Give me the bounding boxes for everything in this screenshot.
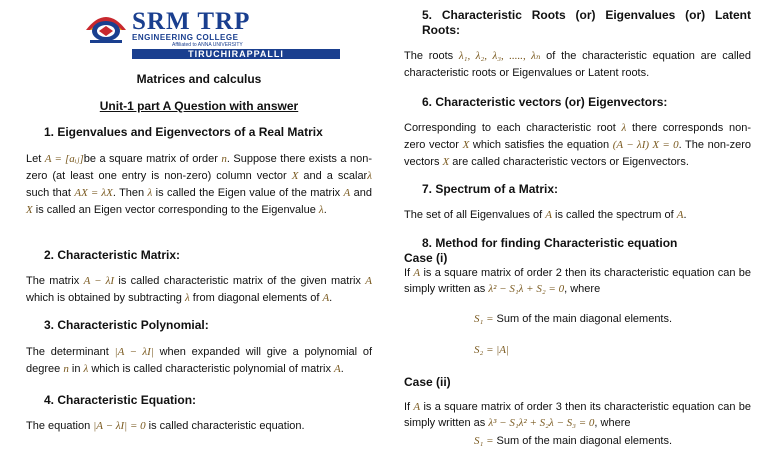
case-2-label: Case (ii) [404, 375, 451, 389]
math: S₁ = [474, 313, 494, 325]
math: λ² − S₁λ + S₂ = 0 [488, 283, 565, 295]
section-1-body [26, 151, 372, 219]
case-1-s2-line [474, 342, 509, 358]
text: such that [26, 187, 75, 199]
math: S₁ = [474, 435, 494, 447]
text: and a scalar [298, 170, 368, 182]
section-7-heading: 7. Spectrum of a Matrix: [422, 182, 559, 196]
text: . The non-zero vectors [404, 139, 752, 168]
math: λ [184, 292, 190, 304]
case-2-body [404, 399, 751, 431]
text: is called characteristic equation. [145, 420, 305, 432]
section-4-heading: 4. Characteristic Equation: [44, 393, 197, 407]
math: A [334, 363, 341, 375]
text: , where [564, 283, 601, 295]
math: A [545, 209, 552, 221]
math: X [462, 139, 470, 151]
text: of the characteristic equation are called characteristic roots or Eigenvalues or Latent roots. [404, 50, 751, 79]
section-1-heading: 1. Eigenvalues and Eigenvectors of a Real Matrix [44, 125, 323, 139]
math: X [291, 170, 299, 182]
text: when expanded will give a polynomial of degree [26, 346, 373, 375]
case-2-s1-line [474, 433, 672, 449]
math: A [413, 401, 421, 413]
math: n [63, 363, 69, 375]
text: If [404, 401, 414, 413]
math: A [676, 209, 684, 221]
section-6-heading: 6. Characteristic vectors (or) Eigenvectors: [422, 95, 668, 109]
text: are called characteristic vectors or Eigenvectors. [449, 156, 689, 168]
math: |A − λI| [114, 346, 154, 358]
math: A [322, 292, 330, 304]
unit-title: Unit-1 part A Question with answer [99, 99, 299, 113]
text: , where [594, 417, 631, 429]
college-affiliation: Affiliated to ANNA UNIVERSITY [172, 42, 243, 48]
math: λ₁, λ₂, λ₃, ....., λₙ [458, 50, 541, 62]
text: Sum of the main diagonal elements. [493, 435, 673, 447]
document-title: Matrices and calculus [136, 72, 262, 86]
math: A = [aᵢⱼ] [44, 153, 84, 165]
math: n [221, 153, 227, 165]
text: and [350, 187, 372, 199]
math: λ³ − S₁λ² + S₂λ − S₃ = 0 [488, 417, 595, 429]
math: A [413, 267, 421, 279]
text: The equation [26, 420, 94, 432]
text: The determinant [26, 346, 115, 358]
section-2-body [26, 273, 372, 307]
text: The matrix [26, 275, 84, 287]
text: which is obtained by subtracting [26, 292, 185, 304]
text: . [340, 363, 344, 375]
math: |A − λI| = 0 [93, 420, 146, 432]
math: S₂ = |A| [474, 344, 510, 356]
case-1-label: Case (i) [404, 251, 448, 265]
math: A [343, 187, 351, 199]
college-brand [132, 10, 340, 59]
text: . Suppose there exists a non-zero (at least one entry is non-zero) column vector [26, 153, 372, 182]
math: X [442, 156, 450, 168]
text: If [404, 267, 414, 279]
text: is called characteristic matrix of the given matrix [114, 275, 366, 287]
text: . [329, 292, 333, 304]
math: λ [147, 187, 153, 199]
math: λ [367, 170, 372, 182]
text: Let [26, 153, 45, 165]
section-5-body [404, 48, 751, 82]
section-4-body [26, 418, 372, 435]
college-subtitle: ENGINEERING COLLEGE [132, 33, 239, 42]
section-5-heading: 5. Characteristic Roots (or) Eigenvalues (or) Latent Roots: [422, 8, 751, 37]
text: is called the spectrum of [551, 209, 677, 221]
text: there corresponds non-zero vector [404, 122, 751, 151]
math: (A − λI) X = 0 [612, 139, 679, 151]
case-1-body [404, 265, 751, 297]
math: A [365, 275, 373, 287]
math: λ [83, 363, 89, 375]
section-6-body [404, 120, 751, 171]
section-2-heading: 2. Characteristic Matrix: [44, 248, 181, 262]
text: The roots [404, 50, 459, 62]
math: A − λI [83, 275, 115, 287]
text: is a square matrix of order 3 then its characteristic equation can be simply written as [404, 401, 751, 429]
text: which satisfies the equation [469, 139, 613, 151]
college-logo [84, 8, 340, 59]
college-seal-icon [84, 10, 128, 44]
section-3-body [26, 344, 372, 378]
section-7-body [404, 207, 751, 224]
math: λ [621, 122, 627, 134]
section-8-heading: 8. Method for finding Characteristic equation [422, 236, 678, 250]
text: from diagonal elements of [189, 292, 323, 304]
text: which is called characteristic polynomial of matrix [88, 363, 335, 375]
text: Sum of the main diagonal elements. [493, 313, 673, 325]
text: . Then [112, 187, 148, 199]
math: λ [318, 204, 324, 216]
text: in [68, 363, 84, 375]
college-city: TIRUCHIRAPPALLI [132, 49, 340, 59]
text: Corresponding to each characteristic root [404, 122, 622, 134]
text: is called the Eigen value of the matrix [152, 187, 344, 199]
math: X [26, 204, 33, 216]
text: is a square matrix of order 2 then its characteristic equation can be simply written as [404, 267, 751, 295]
section-3-heading: 3. Characteristic Polynomial: [44, 318, 209, 332]
case-1-s1-line [474, 311, 672, 327]
math: AX = λX [74, 187, 113, 199]
text: . [323, 204, 327, 216]
text: The set of all Eigenvalues of [404, 209, 546, 221]
text: is called an Eigen vector corresponding to the Eigenvalue [32, 204, 319, 216]
text: be a square matrix of order [83, 153, 218, 165]
college-name: SRM TRP [132, 8, 251, 35]
text: . [683, 209, 687, 221]
